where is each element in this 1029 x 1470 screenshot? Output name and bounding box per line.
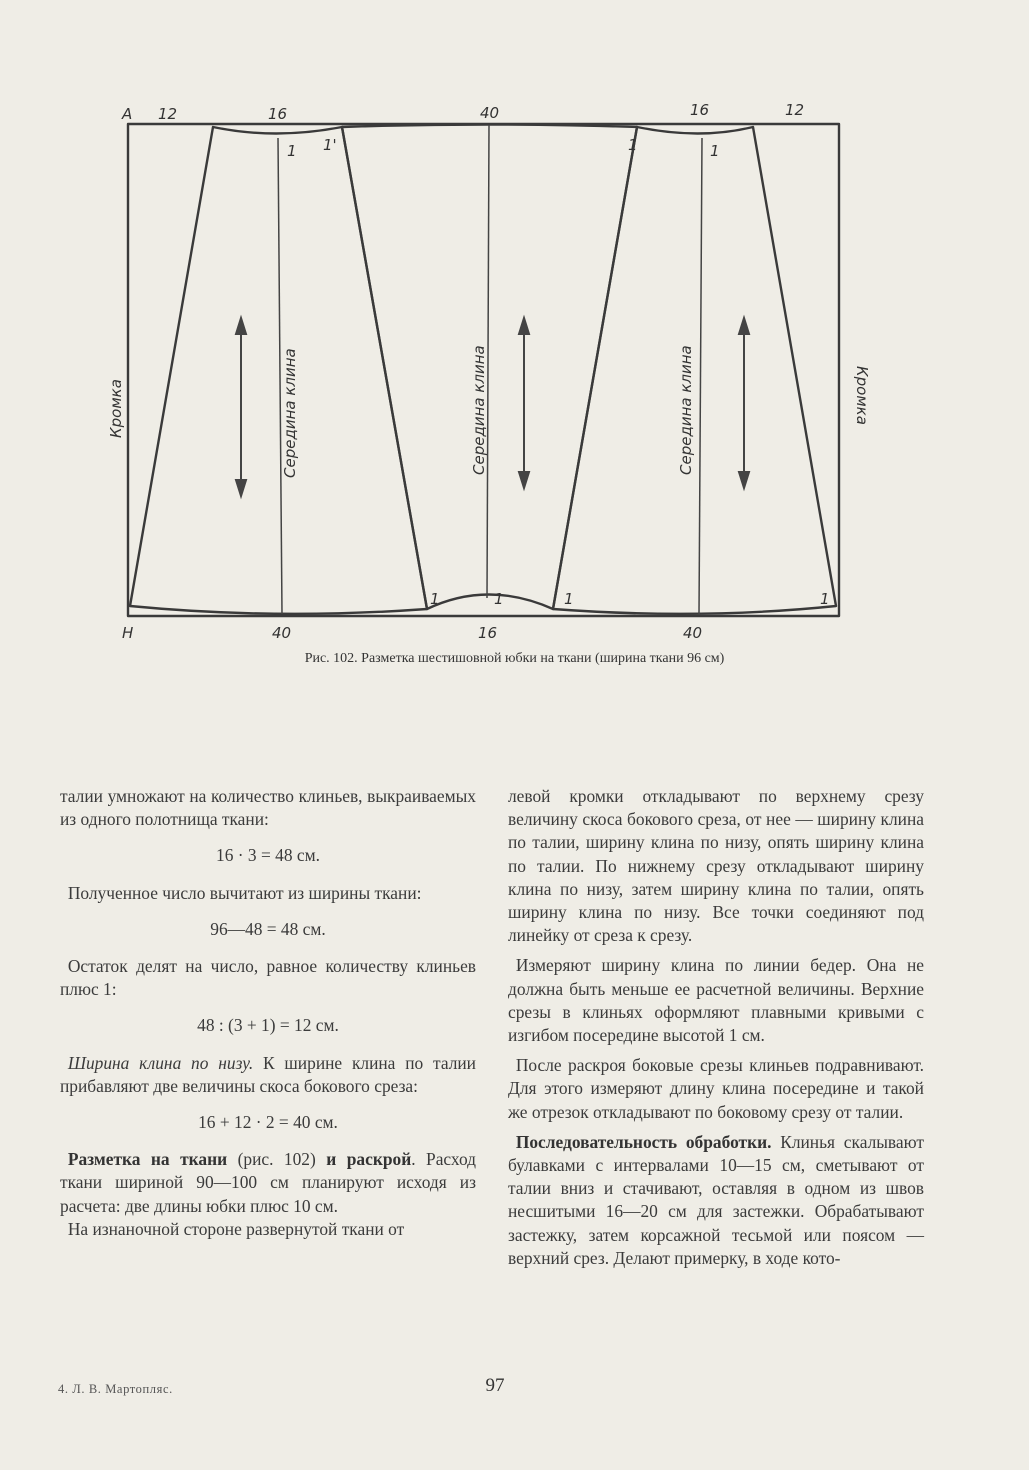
paragraph: Измеряют ширину клина по линии бедер. Она не должна быть меньше ее расчетной величины. Верхние срезы в клиньях оформляют плавными кривыми с изгибом посередине высотой 1 см. <box>508 955 924 1046</box>
mark-1-h: 1 <box>820 590 830 608</box>
paragraph <box>60 1052 476 1098</box>
label-center-3: Середина клина <box>677 345 695 475</box>
paragraph-text: (рис. 102) <box>227 1149 327 1170</box>
mark-1-d: 1 <box>710 142 720 160</box>
formula: 16 + 12 · 2 = 40 см. <box>198 1112 338 1133</box>
paragraph <box>60 1148 476 1218</box>
paragraph: Остаток делят на число, равное количеству клиньев плюс 1: <box>60 956 476 1000</box>
left-column <box>60 785 476 1241</box>
paragraph: талии умножают на количество клиньев, выкраиваемых из одного полотнища ткани: <box>60 786 476 830</box>
label-top-12-right: 12 <box>785 101 805 119</box>
formula: 48 : (3 + 1) = 12 см. <box>197 1015 339 1036</box>
panel-2-outline <box>342 125 637 610</box>
page-number: 97 <box>485 1375 505 1396</box>
mark-1-g: 1 <box>564 590 574 608</box>
label-center-1: Середина клина <box>281 348 299 478</box>
formula: 96—48 = 48 см. <box>210 918 326 939</box>
footer-signature: 4. Л. В. Мартопляс. <box>58 1382 173 1396</box>
label-bottom-40-right: 40 <box>683 624 703 642</box>
paragraph-text: . Расход ткани шириной 90—100 см планируют исходя из расчета: две длины юбки плюс 10 см. <box>60 1149 476 1216</box>
label-bottom-40-left: 40 <box>272 624 292 642</box>
label-top-40: 40 <box>480 104 500 122</box>
paragraph-text: К ширине клина по талии прибавляют две величины скоса бокового среза: <box>60 1052 476 1096</box>
skirt-layout-diagram <box>0 0 1029 660</box>
bold-heading: и раскрой <box>326 1149 412 1170</box>
bold-heading: Разметка на ткани <box>67 1149 228 1170</box>
label-corner-a: А <box>122 105 133 123</box>
paragraph: левой кромки откладывают по верхнему срезу величину скоса бокового среза, от нее — ширину клина по талии, ширину клина по низу, опять ширину клина по талии. По нижнему срезу откладывают ширину клина по низу, затем ширину клина по талии, опять ширину клина по низу. Все точки соединяют под линейку от среза к срезу. <box>508 786 924 946</box>
center-line-3 <box>699 138 702 614</box>
label-bottom-16: 16 <box>478 624 498 642</box>
mark-1-b: 1' <box>323 136 337 154</box>
paragraph: После раскроя боковые срезы клиньев подравнивают. Для этого измеряют длину клина посередине и такой же отрезок откладывают по боковому срезу от талии. <box>508 1055 924 1122</box>
formula: 16 · 3 = 48 см. <box>216 845 320 866</box>
italic-heading: Ширина клина по низу. <box>67 1052 254 1073</box>
label-top-16-left: 16 <box>268 105 288 123</box>
paragraph: На изнаночной стороне развернутой ткани от <box>67 1218 405 1239</box>
figure-caption: Рис. 102. Разметка шестишовной юбки на ткани (ширина ткани 96 см) <box>304 651 725 666</box>
paragraph <box>508 1131 924 1270</box>
label-top-12-left: 12 <box>158 105 178 123</box>
grain-arrow-3 <box>739 318 749 488</box>
bold-heading: Последовательность обработки. <box>515 1131 772 1152</box>
paragraph: Полученное число вычитают из ширины ткани: <box>67 882 422 903</box>
label-center-2: Середина клина <box>470 345 488 475</box>
label-corner-h: Н <box>122 624 134 642</box>
mark-1-a: 1 <box>287 142 297 160</box>
label-selvedge-left: Кромка <box>107 379 125 438</box>
mark-1-e: 1 <box>430 590 440 608</box>
paragraph-text: Клинья скалывают булавками с интервалами 10—15 см, сметывают от талии вниз и стачивают, оставляя в одном из швов несшитыми 16—20 см для застежки. Обрабатывают застежку, затем корсажной тесьмой или поясом — верхний срез. Делают примерку, в ходе кото- <box>508 1131 924 1268</box>
right-column <box>508 785 924 1270</box>
label-top-16-right: 16 <box>690 101 710 119</box>
grain-arrow-1 <box>236 318 246 496</box>
grain-arrow-2 <box>519 318 529 488</box>
mark-1-f: 1 <box>494 590 504 608</box>
label-selvedge-right: Кромка <box>853 366 871 425</box>
mark-1-c: 1 <box>628 136 638 154</box>
